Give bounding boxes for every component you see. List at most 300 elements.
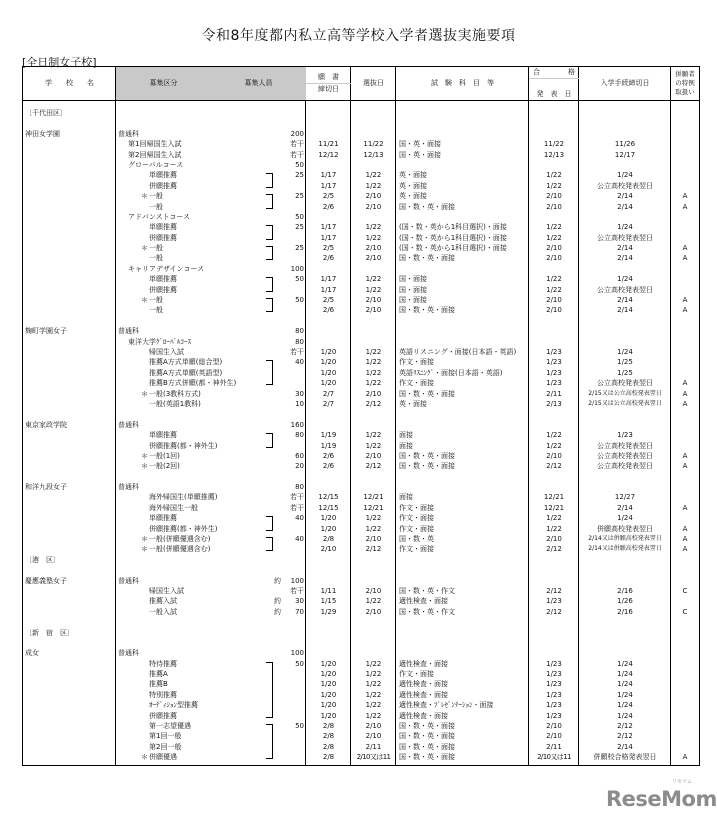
kubun-label: アドバンストコース	[128, 212, 191, 221]
capacity: 100	[290, 576, 304, 585]
announcement-date: 2/10又は11	[537, 753, 571, 762]
capacity: 80	[295, 431, 304, 440]
selection-date: 2/10	[365, 389, 382, 398]
exam-subjects: 国・数・英・面接	[399, 462, 455, 471]
header-kubun-label: 募集区分	[149, 79, 178, 87]
exam-subjects: 作文・面接	[399, 379, 434, 388]
table-row	[23, 170, 699, 180]
kubun-label: 第2回帰国生入試	[128, 150, 182, 159]
kubun-label: 単願推薦	[149, 171, 177, 180]
enrollment-deadline: 2/14	[617, 202, 633, 211]
capacity: 10	[295, 399, 304, 408]
enrollment-deadline: 公立高校発表翌日	[597, 285, 653, 294]
selection-date: 2/10	[365, 586, 382, 595]
special-handling: A	[682, 306, 688, 315]
table-row	[23, 607, 699, 617]
header-school	[23, 67, 116, 101]
priority-star-mark: ＊	[141, 535, 148, 544]
table-row	[23, 524, 699, 534]
school-name: 成女	[25, 649, 39, 658]
kubun-label: 一般	[149, 296, 163, 305]
exam-subjects: 国・数・英・面接	[399, 732, 455, 741]
selection-date: 1/22	[365, 347, 382, 356]
application-deadline: 1/20	[320, 670, 337, 679]
announcement-date: 2/13	[546, 399, 562, 408]
kubun-label: 普通科	[118, 129, 139, 138]
group-bracket	[266, 544, 273, 551]
capacity: 25	[295, 244, 304, 253]
special-handling: A	[682, 244, 688, 253]
application-deadline: 1/11	[320, 586, 337, 595]
school-name: 〔千代田区〕	[25, 109, 67, 117]
kubun-label: 帰国生入試	[149, 586, 184, 595]
kubun-label: 普通科	[118, 649, 139, 658]
application-deadline: 1/20	[320, 368, 337, 377]
announcement-date: 1/23	[546, 690, 562, 699]
kubun-label: 併願推薦(都・神外生)	[149, 524, 218, 533]
announcement-date: 1/23	[546, 670, 562, 679]
kubun-label: 推薦A方式単願(英語型)	[149, 368, 223, 377]
selection-date: 2/10又は11	[356, 753, 391, 762]
group-bracket	[266, 225, 273, 232]
group-bracket	[266, 181, 273, 188]
enrollment-deadline: 1/23	[617, 431, 633, 440]
group-bracket	[266, 724, 273, 731]
table-row	[23, 731, 699, 741]
special-handling: A	[682, 524, 688, 533]
capacity: 200	[290, 129, 304, 138]
capacity: 80	[295, 483, 304, 492]
capacity: 25	[295, 192, 304, 201]
capacity: 40	[295, 358, 304, 367]
selection-date: 2/10	[365, 202, 382, 211]
group-bracket	[266, 368, 273, 378]
announcement-date: 11/22	[543, 140, 565, 149]
table-row	[23, 534, 699, 544]
table-row	[23, 420, 699, 430]
selection-date: 2/10	[365, 732, 382, 741]
capacity: 50	[295, 296, 304, 305]
header-gansho	[306, 67, 351, 101]
group-bracket	[266, 742, 273, 752]
kubun-label: 普通科	[118, 576, 139, 585]
announcement-date: 2/12	[546, 586, 562, 595]
header-kamoku-label: 試 験 科 目 等	[431, 79, 494, 87]
enrollment-deadline: 12/27	[614, 493, 636, 502]
exam-subjects: 面接	[399, 493, 413, 502]
selection-date: 1/22	[365, 659, 382, 668]
enrollment-deadline: 1/24	[617, 659, 633, 668]
enrollment-deadline: 1/24	[617, 275, 633, 284]
kubun-label: 併願推薦	[149, 233, 177, 242]
announcement-date: 2/10	[546, 535, 562, 544]
group-bracket	[266, 516, 273, 523]
table-row	[23, 357, 699, 367]
exam-subjects: 国・数・英・面接	[399, 451, 455, 460]
table-row	[23, 586, 699, 596]
special-handling: A	[682, 254, 688, 263]
group-bracket	[266, 194, 273, 201]
school-name: 神田女学園	[25, 129, 60, 138]
group-bracket	[266, 731, 273, 741]
exam-subjects: 国・数・英・面接	[399, 389, 455, 398]
application-deadline: 1/20	[320, 514, 337, 523]
exam-subjects: 国・面接	[399, 296, 427, 305]
exam-subjects: 国・数・英・面接	[399, 254, 455, 263]
enrollment-deadline: 2/14又は併願高校発表翌日	[588, 535, 662, 543]
announcement-date: 1/23	[546, 701, 562, 710]
table-row	[23, 565, 699, 575]
application-deadline: 2/10	[320, 545, 337, 554]
table-row	[23, 253, 699, 263]
enrollment-deadline: 2/16	[617, 586, 633, 595]
kubun-label: 一般	[149, 244, 163, 253]
table-row	[23, 700, 699, 710]
enrollment-deadline: 1/24	[617, 670, 633, 679]
announcement-date: 2/10	[546, 306, 562, 315]
header-ninzu-label: 募集人員	[244, 79, 273, 87]
exam-subjects: 国・数・英・面接	[399, 742, 455, 751]
announcement-date: 2/11	[546, 389, 562, 398]
special-handling: A	[682, 389, 688, 398]
exam-subjects: 国・数・英	[399, 535, 434, 544]
kubun-label: 普通科	[118, 420, 139, 429]
kubun-label: 第一志望優遇	[149, 722, 191, 731]
table-row	[23, 513, 699, 523]
table-row	[23, 544, 699, 554]
kubun-label: 一般	[149, 306, 163, 315]
enrollment-deadline: 公立高校発表翌日	[597, 233, 653, 242]
application-deadline: 1/17	[320, 171, 337, 180]
enrollment-deadline: 公立高校発表翌日	[597, 462, 653, 471]
capacity: 100	[290, 649, 304, 658]
exam-subjects: 適性検査・ﾌﾟﾚｾﾞﾝﾃｰｼｮﾝ・面接	[399, 701, 494, 710]
announcement-date: 1/22	[546, 233, 562, 242]
exam-subjects: 英・面接	[399, 181, 427, 190]
table-row	[23, 305, 699, 315]
selection-date: 2/10	[365, 244, 382, 253]
table-row	[23, 222, 699, 232]
capacity: 若干	[290, 150, 304, 159]
announcement-date: 2/11	[546, 742, 562, 751]
kubun-label: 一般(併願優遇含む)	[149, 535, 211, 544]
application-deadline: 12/15	[318, 503, 339, 512]
enrollment-deadline: 1/24	[617, 680, 633, 689]
table-row	[23, 233, 699, 243]
selection-date: 1/22	[365, 690, 382, 699]
exam-subjects: 国・数・英・面接	[399, 202, 455, 211]
selection-date: 1/22	[365, 368, 382, 377]
selection-date: 1/22	[365, 171, 382, 180]
table-row	[23, 191, 699, 201]
enrollment-deadline: 併願高校発表翌日	[597, 524, 653, 533]
header-kamoku	[396, 67, 529, 101]
group-bracket	[266, 537, 273, 544]
selection-date: 1/22	[365, 701, 382, 710]
announcement-date: 12/21	[543, 503, 565, 512]
group-bracket	[266, 679, 273, 689]
header-heigan	[671, 67, 699, 101]
selection-date: 1/22	[365, 670, 382, 679]
selection-date: 2/10	[365, 607, 382, 616]
group-bracket	[266, 690, 273, 700]
table-row	[23, 399, 699, 409]
approx-mark: 約	[274, 607, 281, 616]
announcement-date: 2/12	[546, 462, 562, 471]
selection-date: 2/10	[365, 192, 382, 201]
enrollment-deadline: 公立高校発表翌日	[597, 181, 653, 190]
selection-date: 1/22	[365, 285, 382, 294]
application-deadline: 2/8	[322, 722, 335, 731]
kubun-label: キャリアデザインコース	[128, 264, 205, 273]
application-deadline: 1/20	[320, 680, 337, 689]
header-tetsuzuki	[579, 67, 671, 101]
announcement-date: 2/10	[546, 192, 562, 201]
kubun-label: 帰国生入試	[149, 347, 184, 356]
table-row	[23, 212, 699, 222]
table-row	[23, 243, 699, 253]
enrollment-deadline: 2/12	[617, 722, 633, 731]
capacity: 50	[295, 275, 304, 284]
school-name: 東京家政学院	[25, 420, 67, 429]
announcement-date: 2/12	[546, 545, 562, 554]
header-senbatsu-label: 選抜日	[363, 79, 384, 87]
table-row	[23, 742, 699, 752]
announcement-date: 2/12	[546, 607, 562, 616]
header-gansho-bottom: 締切日	[318, 85, 339, 93]
application-deadline: 1/15	[320, 597, 337, 606]
table-row	[23, 347, 699, 357]
school-name: 和洋九段女子	[25, 483, 67, 492]
kubun-label: 一般(1回)	[149, 451, 180, 460]
exam-subjects: 作文・面接	[399, 670, 434, 679]
section-label: [全日制女子校]	[22, 56, 97, 69]
resemom-logo: ReseMom	[606, 787, 717, 811]
exam-subjects: 国・面接	[399, 285, 427, 294]
announcement-date: 1/23	[546, 597, 562, 606]
table-row	[23, 461, 699, 471]
announcement-date: 1/22	[546, 181, 562, 190]
kubun-label: 併願推薦	[149, 711, 177, 720]
announcement-date: 1/23	[546, 711, 562, 720]
enrollment-deadline: 2/12	[617, 732, 633, 741]
group-bracket	[266, 298, 273, 305]
exam-subjects: 適性検査・面接	[399, 711, 448, 720]
application-deadline: 1/19	[320, 431, 337, 440]
announcement-date: 1/22	[546, 441, 562, 450]
exam-subjects: 面接	[399, 441, 413, 450]
kubun-label: グローバルコース	[128, 160, 184, 169]
selection-date: 12/21	[363, 503, 384, 512]
announcement-date: 1/22	[546, 524, 562, 533]
special-handling: A	[682, 753, 688, 762]
table-row	[23, 711, 699, 721]
enrollment-deadline: 2/14	[617, 306, 633, 315]
application-deadline: 1/29	[320, 607, 337, 616]
kubun-label: 推薦入試	[149, 597, 177, 606]
application-deadline: 1/17	[320, 181, 337, 190]
enrollment-deadline: 1/24	[617, 701, 633, 710]
enrollment-deadline: 1/24	[617, 514, 633, 523]
table-row	[23, 596, 699, 606]
selection-date: 2/12	[365, 462, 382, 471]
table-row	[23, 326, 699, 336]
exam-subjects: 作文・面接	[399, 514, 434, 523]
enrollment-deadline: 2/15又は公立高校発表翌日	[588, 399, 662, 407]
announcement-date: 1/23	[546, 659, 562, 668]
school-name: 麹町学園女子	[25, 327, 67, 336]
table-row	[23, 472, 699, 482]
exam-subjects: (国・数・英から1科目選択)・面接	[399, 223, 507, 232]
application-deadline: 12/12	[318, 150, 339, 159]
capacity: 50	[295, 160, 304, 169]
selection-date: 2/12	[365, 545, 382, 554]
kubun-label: 推薦A	[149, 670, 168, 679]
kubun-label: 一般(英語1教科)	[149, 399, 201, 408]
capacity: 100	[290, 264, 304, 273]
announcement-date: 2/10	[546, 254, 562, 263]
kubun-label: 海外帰国生一般	[149, 503, 198, 512]
application-deadline: 2/7	[322, 389, 335, 398]
enrollment-deadline: 1/24	[617, 690, 633, 699]
table-row	[23, 690, 699, 700]
capacity: 70	[295, 607, 304, 616]
capacity: 若干	[290, 347, 304, 356]
application-deadline: 2/8	[322, 732, 335, 741]
group-bracket	[266, 752, 273, 759]
capacity: 30	[295, 597, 304, 606]
special-handling: A	[682, 202, 688, 211]
enrollment-deadline: 1/24	[617, 347, 633, 356]
table-row	[23, 202, 699, 212]
kubun-label: 推薦B方式併願(都・神外生)	[149, 379, 237, 388]
exam-subjects: 国・英・面接	[399, 140, 441, 149]
exam-subjects: 国・数・英・作文	[399, 586, 455, 595]
exam-subjects: 作文・面接	[399, 524, 434, 533]
enrollment-deadline: 1/26	[617, 597, 633, 606]
enrollment-deadline: 1/24	[617, 711, 633, 720]
group-bracket	[266, 441, 273, 448]
application-deadline: 2/8	[322, 753, 335, 762]
kubun-label: 一般(3教科方式)	[149, 389, 201, 398]
selection-date: 2/10	[365, 254, 382, 263]
group-bracket	[266, 305, 273, 312]
selection-date: 12/13	[363, 150, 384, 159]
announcement-date: 1/23	[546, 347, 562, 356]
group-bracket	[266, 669, 273, 679]
selection-date: 2/11	[365, 742, 382, 751]
selection-date: 1/22	[365, 431, 382, 440]
group-bracket	[266, 277, 273, 284]
capacity: 20	[295, 462, 304, 471]
table-row	[23, 752, 699, 762]
school-name: 〔港 区〕	[25, 555, 60, 564]
selection-date: 11/22	[363, 140, 384, 149]
application-deadline: 1/17	[320, 285, 337, 294]
selection-date: 2/10	[365, 306, 382, 315]
header-kubun	[116, 67, 306, 101]
application-deadline: 1/17	[320, 223, 337, 232]
announcement-date: 1/23	[546, 680, 562, 689]
table-row	[23, 160, 699, 170]
capacity: 50	[295, 722, 304, 731]
header-gansho-top: 願 書	[306, 72, 351, 84]
priority-star-mark: ＊	[141, 545, 148, 554]
capacity: 25	[295, 223, 304, 232]
selection-date: 2/10	[365, 535, 382, 544]
group-bracket	[266, 202, 273, 209]
selection-date: 1/22	[365, 711, 382, 720]
announcement-date: 2/10	[546, 244, 562, 253]
group-bracket	[266, 711, 273, 718]
table-row	[23, 638, 699, 648]
priority-star-mark: ＊	[141, 451, 148, 460]
capacity: 160	[290, 420, 304, 429]
table-row	[23, 617, 699, 627]
selection-date: 2/12	[365, 399, 382, 408]
exam-subjects: 適性検査・面接	[399, 690, 448, 699]
exam-subjects: 英・面接	[399, 399, 427, 408]
announcement-date: 2/10	[546, 451, 562, 460]
application-deadline: 1/19	[320, 441, 337, 450]
selection-date: 1/22	[365, 597, 382, 606]
application-deadline: 2/6	[322, 462, 335, 471]
enrollment-deadline: 1/25	[617, 358, 633, 367]
application-deadline: 2/5	[322, 296, 335, 305]
application-deadline: 2/6	[322, 254, 335, 263]
approx-mark: 約	[274, 597, 281, 606]
table-row	[23, 150, 699, 160]
application-deadline: 2/6	[322, 451, 335, 460]
enrollment-deadline: 2/14	[617, 296, 633, 305]
exam-subjects: 英・面接	[399, 192, 427, 201]
group-bracket	[266, 360, 273, 367]
capacity: 30	[295, 389, 304, 398]
capacity: 50	[295, 659, 304, 668]
table-row	[23, 139, 699, 149]
kubun-label: 単願推薦	[149, 431, 177, 440]
special-handling: A	[682, 296, 688, 305]
priority-star-mark: ＊	[141, 389, 148, 398]
kubun-label: 併願推薦	[149, 285, 177, 294]
announcement-date: 2/10	[546, 722, 562, 731]
group-bracket	[266, 173, 273, 180]
approx-mark: 約	[274, 576, 281, 585]
table-row	[23, 721, 699, 731]
announcement-date: 1/22	[546, 275, 562, 284]
enrollment-deadline: 11/26	[614, 140, 636, 149]
group-bracket	[266, 246, 273, 253]
kubun-label: 普通科	[118, 327, 139, 336]
table-row	[23, 108, 699, 118]
enrollment-deadline: 2/14	[617, 254, 633, 263]
enrollment-deadline: 2/14	[617, 742, 633, 751]
table-row	[23, 648, 699, 658]
enrollment-deadline: 2/14	[617, 244, 633, 253]
table-row	[23, 285, 699, 295]
header-happyo	[529, 67, 579, 101]
special-handling: A	[682, 545, 688, 554]
application-deadline: 1/17	[320, 275, 337, 284]
table-row	[23, 295, 699, 305]
application-deadline: 1/20	[320, 711, 337, 720]
exam-subjects: 作文・面接	[399, 358, 434, 367]
selection-date: 1/22	[365, 233, 382, 242]
kubun-label: 単願推薦	[149, 514, 177, 523]
announcement-date: 1/22	[546, 223, 562, 232]
application-deadline: 1/17	[320, 233, 337, 242]
kubun-label: 特待推薦	[149, 659, 177, 668]
